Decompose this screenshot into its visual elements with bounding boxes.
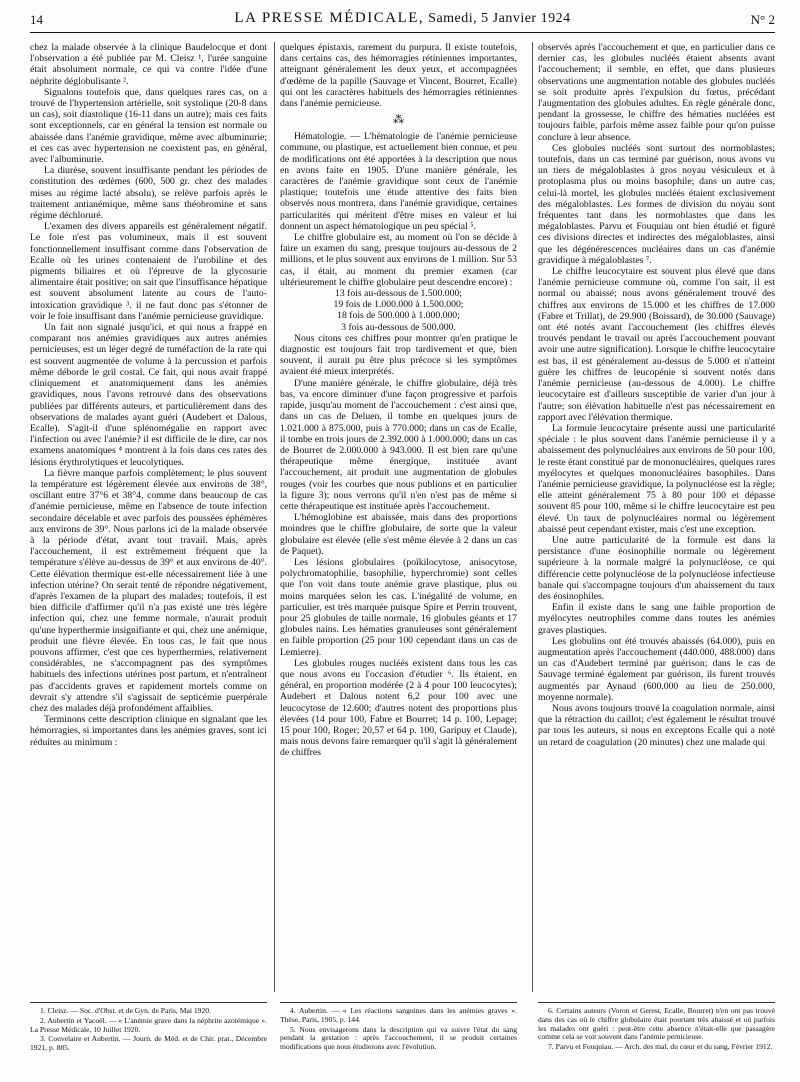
paragraph: observés après l'accouchement et que, en particulier dans ce dernier cas, les globules nucléés étaient absents avant l'accouchement; il semble, en effet, que dans plusieurs observations une augmentation notable des globules nucléés se soit produite après l'expulsion du fœtus, précédant l'augmentation des globules adultes. En règle générale donc, pendant la grossesse, le chiffre des hématies nucléées est toujours faible, parfois même assez faible pour qu'on puisse conclure à leur absence. <box>538 42 775 143</box>
paragraph: L'hémoglobine est abaissée, mais dans des proportions moindres que le chiffre globulaire, de sorte que la valeur globulaire est élevée (elle s'est même élevée à 2 dans un cas de Paquet). <box>280 512 517 557</box>
list-item: 19 fois de 1.000.000 à 1.500.000; <box>333 299 464 311</box>
paragraph: La formule leucocytaire présente aussi une particularité spéciale : le plus souvent dans l'anémie pernicieuse il y a abaissement des polynucléaires aux environs de 50 pour 100, le reste étant constitué par de mononucléaires, quelques rares myélocytes et quelques mononucléaires basophiles. Dans l'anémie pernicieuse gravidique, la polynucléose est la règle; elle atteint généralement 75 à 80 pour 100 et dépasse souvent 85 pour 100, même si le chiffre leucocytaire est peu élevé. Un taux de polynucléaires normal ou légèrement abaissé peut cependant exister, mais c'est une exception. <box>538 422 775 535</box>
paragraph: Signalons toutefois que, dans quelques rares cas, on a trouvé de l'hypertension artérielle, soit systolique (20-8 dans un cas), soit diastolique (16-11 dans un autre); mais ces faits sont exceptionnels, car en général la tension est normale ou abaissée dans l'anémie gravidique, même avec albuminurie; et ces cas avec hypertension ne coexistent pas, en général, avec l'albuminurie. <box>30 86 267 166</box>
running-title <box>30 10 775 27</box>
page-header <box>30 10 775 33</box>
journal-title: LA PRESSE MÉDICALE, <box>234 10 425 26</box>
list-item: 13 fois au-dessous de 1.500.000; <box>334 288 462 300</box>
paragraph: La fièvre manque parfois complètement; le plus souvent la température est légèrement élevée aux environs de 38°, oscillant entre 37°6 et 38°4, comme dans beaucoup de cas d'anémie pernicieuse, même en l'absence de toute infection secondaire décelable et avec parfois des poussées éphémères aux environs de 39°. Nous parlons ici de la malade observée à la période d'état, avant tout travail. Mais, après l'accouchement, il est extrêmement fréquent que la température s'élève au-dessus de 39° et aux environs de 40°. Cette élévation thermique est-elle nécessairement liée à une infection utérine? On serait tenté de répondre négativement, d'après l'examen de la plupart des malades; toutefois, il est bien difficile d'affirmer qu'il n'a pas existé une très légère infection qui, chez une femme normale, n'aurait produit qu'une hyperthermie insignifiante et qui, chez une anémique, produit une fièvre élevée. En tous cas, le fait que nous pouvons affirmer, c'est que ces hyperthermies, relativement considérables, ne s'accompagnent pas des symptômes habituels des infections utérines post partum, et n'entraînent pas d'accidents graves et rapidement mortels comme on devrait s'y attendre s'il s'agissait de septicémie puerpérale chez des malades déjà profondément affaiblies. <box>30 467 267 714</box>
footnote: 6. Certains auteurs (Voron et Gerest, Ecalle, Bourret) n'en ont pas trouvé dans des cas où le chiffre globulaire était pourtant très abaissé et où parfois les malades ont guéri : peut-être cette absence n'était-elle que passagère comme cela se voit souvent dans l'anémie pernicieuse. <box>538 1006 775 1042</box>
paragraph: Les lésions globulaires (poïkilocytose, anisocytose, polychromatophilie, basophilie, hyperchromie) sont celles que l'on voit dans toute anémie grave plastique, plus ou moins marquées selon les cas. L'inégalité de volume, en particulier, est très marquée puisque Spire et Perrin trouvent, pour 25 globules de taille normale, 16 globules géants et 17 globules nains. Les hématies granuleuses sont généralement en faible proportion (25 pour 100 cependant dans un cas de Lemierre). <box>280 556 517 658</box>
footnotes-column-1 <box>30 1002 267 1077</box>
footnotes-column-3 <box>538 1002 775 1077</box>
paragraph: chez la malade observée à la clinique Baudelocque et dont l'observation a été publiée par M. Cleisz ¹, l'urée sanguine était absolument normale, ce qui va contre l'idée d'une néphrite déglobulisante ². <box>30 42 267 87</box>
section-heading-paragraph: Hématologie. — L'hématologie de l'anémie pernicieuse commune, ou plastique, est actuellement bien connue, et peu de modifications ont été apportées à la description que nous en avons faite en 1905. D'une manière générale, les caractères de l'anémie gravidique sont ceux de l'anémie plastique; toutefois une étude attentive des faits bien observés nous montrera, dans l'anémie gravidique, certaines particularités qui méritent d'être mises en valeur et lui donnent un aspect hématologique un peu spécial ⁵. <box>280 131 517 232</box>
paragraph: Ces globules nucléés sont surtout des normoblastes; toutefois, dans un cas terminé par guérison, nous avons vu un tiers de mégaloblastes à gros noyau vésiculeux et à protoplasma plus ou moins basophile; dans un autre cas, celui-là mortel, les globules nucléés étaient exclusivement des mégaloblastes. Les formes de division du noyau sont fréquentes tant dans les normoblastes que dans les mégaloblastes. Parvu et Fouquiau ont bien étudié et figuré ces divisions directes et indirectes des mégaloblastes, ainsi que les dégénérescences nucléaires dans un cas d'anémie gravidique à mégaloblastes ⁷. <box>538 142 775 266</box>
paragraph: Terminons cette description clinique en signalant que les hémorragies, si importantes dans les anémies graves, sont ici réduites au minimum : <box>30 714 267 748</box>
paragraph: quelques épistaxis, rarement du purpura. Il existe toutefois, dans certains cas, des hémorragies rétiniennes importantes, atteignant généralement les deux yeux, et accompagnées d'œdème de la papille (Sauvage et Vincent, Bourret, Ecalle) qui ont les caractères habituels des hémorragies rétiniennes dans l'anémie pernicieuse. <box>280 42 517 110</box>
text-column-3 <box>538 42 775 992</box>
text-column-1 <box>30 42 267 992</box>
footnote: 4. Aubertin. — « Les réactions sanguines dans les anémies graves ». Thèse, Paris, 1905, p. 144. <box>280 1006 517 1024</box>
text-column-2 <box>280 42 517 992</box>
footnotes-column-2 <box>280 1002 517 1077</box>
paragraph: Nous citons ces chiffres pour montrer qu'en pratique le diagnostic est toujours fait trop tardivement et que, bien souvent, il aurait pu être plus précoce si les symptômes avaient été mieux interprétés. <box>280 332 517 378</box>
footnote: 1. Cleisz. — Soc. d'Obst. et de Gyn. de Paris, Mai 1920. <box>40 1006 211 1015</box>
paragraph: Les globules rouges nucléés existent dans tous les cas que nous avons eu l'occasion d'étudier ⁶. Ils étaient, en général, en proportion modérée (2 à 4 pour 100 leucocytes); Audebert et Dalous notent 6,2 pour 100 avec une leucocytose de 12.600; d'autres notent des proportions plus élevées (14 pour 100, Fabre et Bourret; 14 p. 100, Lepage; 15 pour 100, Roger; 20,57 et 64 p. 100, Garipuy et Claude), mais nous devons faire remarquer qu'il s'agit là généralement de chiffres <box>280 657 517 759</box>
list-item: 3 fois au-dessous de 500.000. <box>341 321 456 333</box>
paragraph: D'une manière générale, le chiffre globulaire, déjà très bas, va encore diminuer d'une façon progressive et parfois rapide, jusqu'au moment de l'accouchement : c'est ainsi que, dans un cas de Deluen, il tombe en quelques jours de 1.021.000 à 875.000, puis à 770.000; dans un cas de Ecalle, il tombe en trois jours de 2.392.000 à 1.000.000; dans un cas de Bourret de 2.000.000 à 943.000. Il est bien rare qu'une thérapeutique même énergique, instituée avant l'accouchement, ait produit une augmentation de globules rouges (voir les courbes que nous publions et en particulier la figure 3); nous verrons qu'il n'en n'est pas de même si cette thérapeutique est instituée après l'accouchement. <box>280 377 517 512</box>
paragraph: Le chiffre globulaire est, au moment où l'on se décide à faire un examen du sang, presque toujours au-dessous de 2 millions, et le plus souvent aux environs de 1 million. Sur 53 cas, il était, au moment du premier examen (car ultérieurement le chiffre globulaire peut descendre encore) : <box>280 232 517 288</box>
paragraph: Le chiffre leucocytaire est souvent plus élevé que dans l'anémie pernicieuse commune où, comme l'on sait, il est normal ou abaissé; nous avons généralement trouvé des chiffres aux environs de 15.000 et les chiffres de 17.000 (Fabre et Trillat), de 29.900 (Boissard), de 30.000 (Sauvage) ont été notés avant l'accouchement (les chiffres élevés trouvés pendant le travail ou après l'accouchement pouvant avoir une autre signification). Lorsque le chiffre leucocytaire est bas, il est généralement au-dessus de 5.000 et n'atteint guère les chiffres de leucopénie si souvent notés dans l'anémie pernicieuse (au-dessous de 4.000). Le chiffre leucocytaire est d'ailleurs susceptible de varier d'un jour à l'autre; son élévation habituelle n'est pas nécessairement en rapport avec l'élévation thermique. <box>538 266 775 423</box>
footnote: 3. Couvelaire et Aubertin. — Journ. de Méd. et de Chir. prat., Décembre 1921, p. 885. <box>30 1034 267 1053</box>
footnote: 2. Aubertin et Yacoël. — « L'anémie grave dans la néphrite azotémique ». La Presse Médicale, 10 Juillet 1920. <box>30 1015 267 1034</box>
section-asterism: ⁂ <box>393 114 404 127</box>
list-item: 18 fois de 500.000 à 1.000.000; <box>337 310 460 322</box>
page-number: 14 <box>30 12 43 27</box>
paragraph: Une autre particularité de la formule est dans la persistance d'une éosinophilie normale ou légèrement supérieure à la normale malgré la polynucléose, ce qui différencie cette polynucléose de la polynucléose infectieuse banale qui s'accompagne toujours d'un abaissement du taux des éosinophiles. <box>538 534 775 602</box>
footnote: 5. Nous envisagerons dans la description qui va suivre l'état du sang pendant la gestation : après l'accouchement, il se produit certaines modifications que nous étudierons avec l'évolution. <box>280 1024 517 1052</box>
paragraph: La diurèse, souvent insuffisante pendant les périodes de constitution des œdèmes (600, 500 gr. chez des malades mises au régime lacté absolu), se relève parfois après le traitement antianémique, même sans théobromine et sans régime déchloruré. <box>30 165 267 222</box>
paragraph: L'examen des divers appareils est généralement négatif. Le foie n'est pas volumineux, mais il est souvent fonctionnellement insuffisant comme dans l'observation de Ecalle où les urines contenaient de l'urobiline et des pigments biliaires et où l'épreuve de la glycosurie alimentaire était positive; on sait que l'insuffisance hépatique est souvent absolument latente au cours de l'auto-intoxication gravidique ³. il ne faut donc pas s'étonner de voir le foie insuffisant dans l'anémie pernicieuse gravidique. <box>30 221 267 322</box>
column-rule <box>532 42 533 992</box>
issue-date: Samedi, 5 Janvier 1924 <box>428 11 571 26</box>
paragraph: Nous avons toujours trouvé la coagulation normale, ainsi que la rétraction du caillot; c'est également le résultat trouvé par tous les auteurs, si nous en exceptons Ecalle qui a noté un retard de coagulation (20 minutes) chez une malade qui <box>538 702 775 748</box>
paragraph: Enfin il existe dans le sang une faible proportion de myélocytes neutrophiles comme dans toutes les anémies graves plastiques. <box>538 602 775 636</box>
paragraph: Un fait non signalé jusqu'ici, et qui nous a frappé en comparant nos anémies gravidiques aux autres anémies pernicieuses, est un léger degré de tuméfaction de la rate qui est souvent augmentée de volume à la percussion et parfois même déborde le gril costal. Ce fait, qui nous avait frappé cliniquement et anatomiquement dans les anémies gravidiques, nous l'avons retrouvé dans des observations publiées par différents auteurs, et particulièrement dans des observations de malades ayant guéri (Audebert et Dalous, Ecalle). S'agit-il d'une splénomégalie en rapport avec l'infection ou avec l'anémie? il est difficile de le dire, car nos examens anatomiques ⁴ montrent à la fois dans ces rates des lésions érythrolytiques et leucolytiques. <box>30 322 267 468</box>
paragraph: Les globulins ont été trouvés abaissés (64.000), puis en augmentation après l'accouchement (440.000, 488.000) dans un cas d'Audebert terminé par guérison; dans le cas de Sauvage terminé également par guérison, ils furent trouvés augmentés par Aynaud (600.000 au lieu de 250.000, moyenne normale). <box>538 635 775 703</box>
issue-number: N° 2 <box>750 12 775 27</box>
column-rule <box>274 42 275 992</box>
footnote: 7. Parvu et Fouquiau. — Arch. des mal. du cœur et du sang, Février 1912. <box>548 1042 773 1052</box>
